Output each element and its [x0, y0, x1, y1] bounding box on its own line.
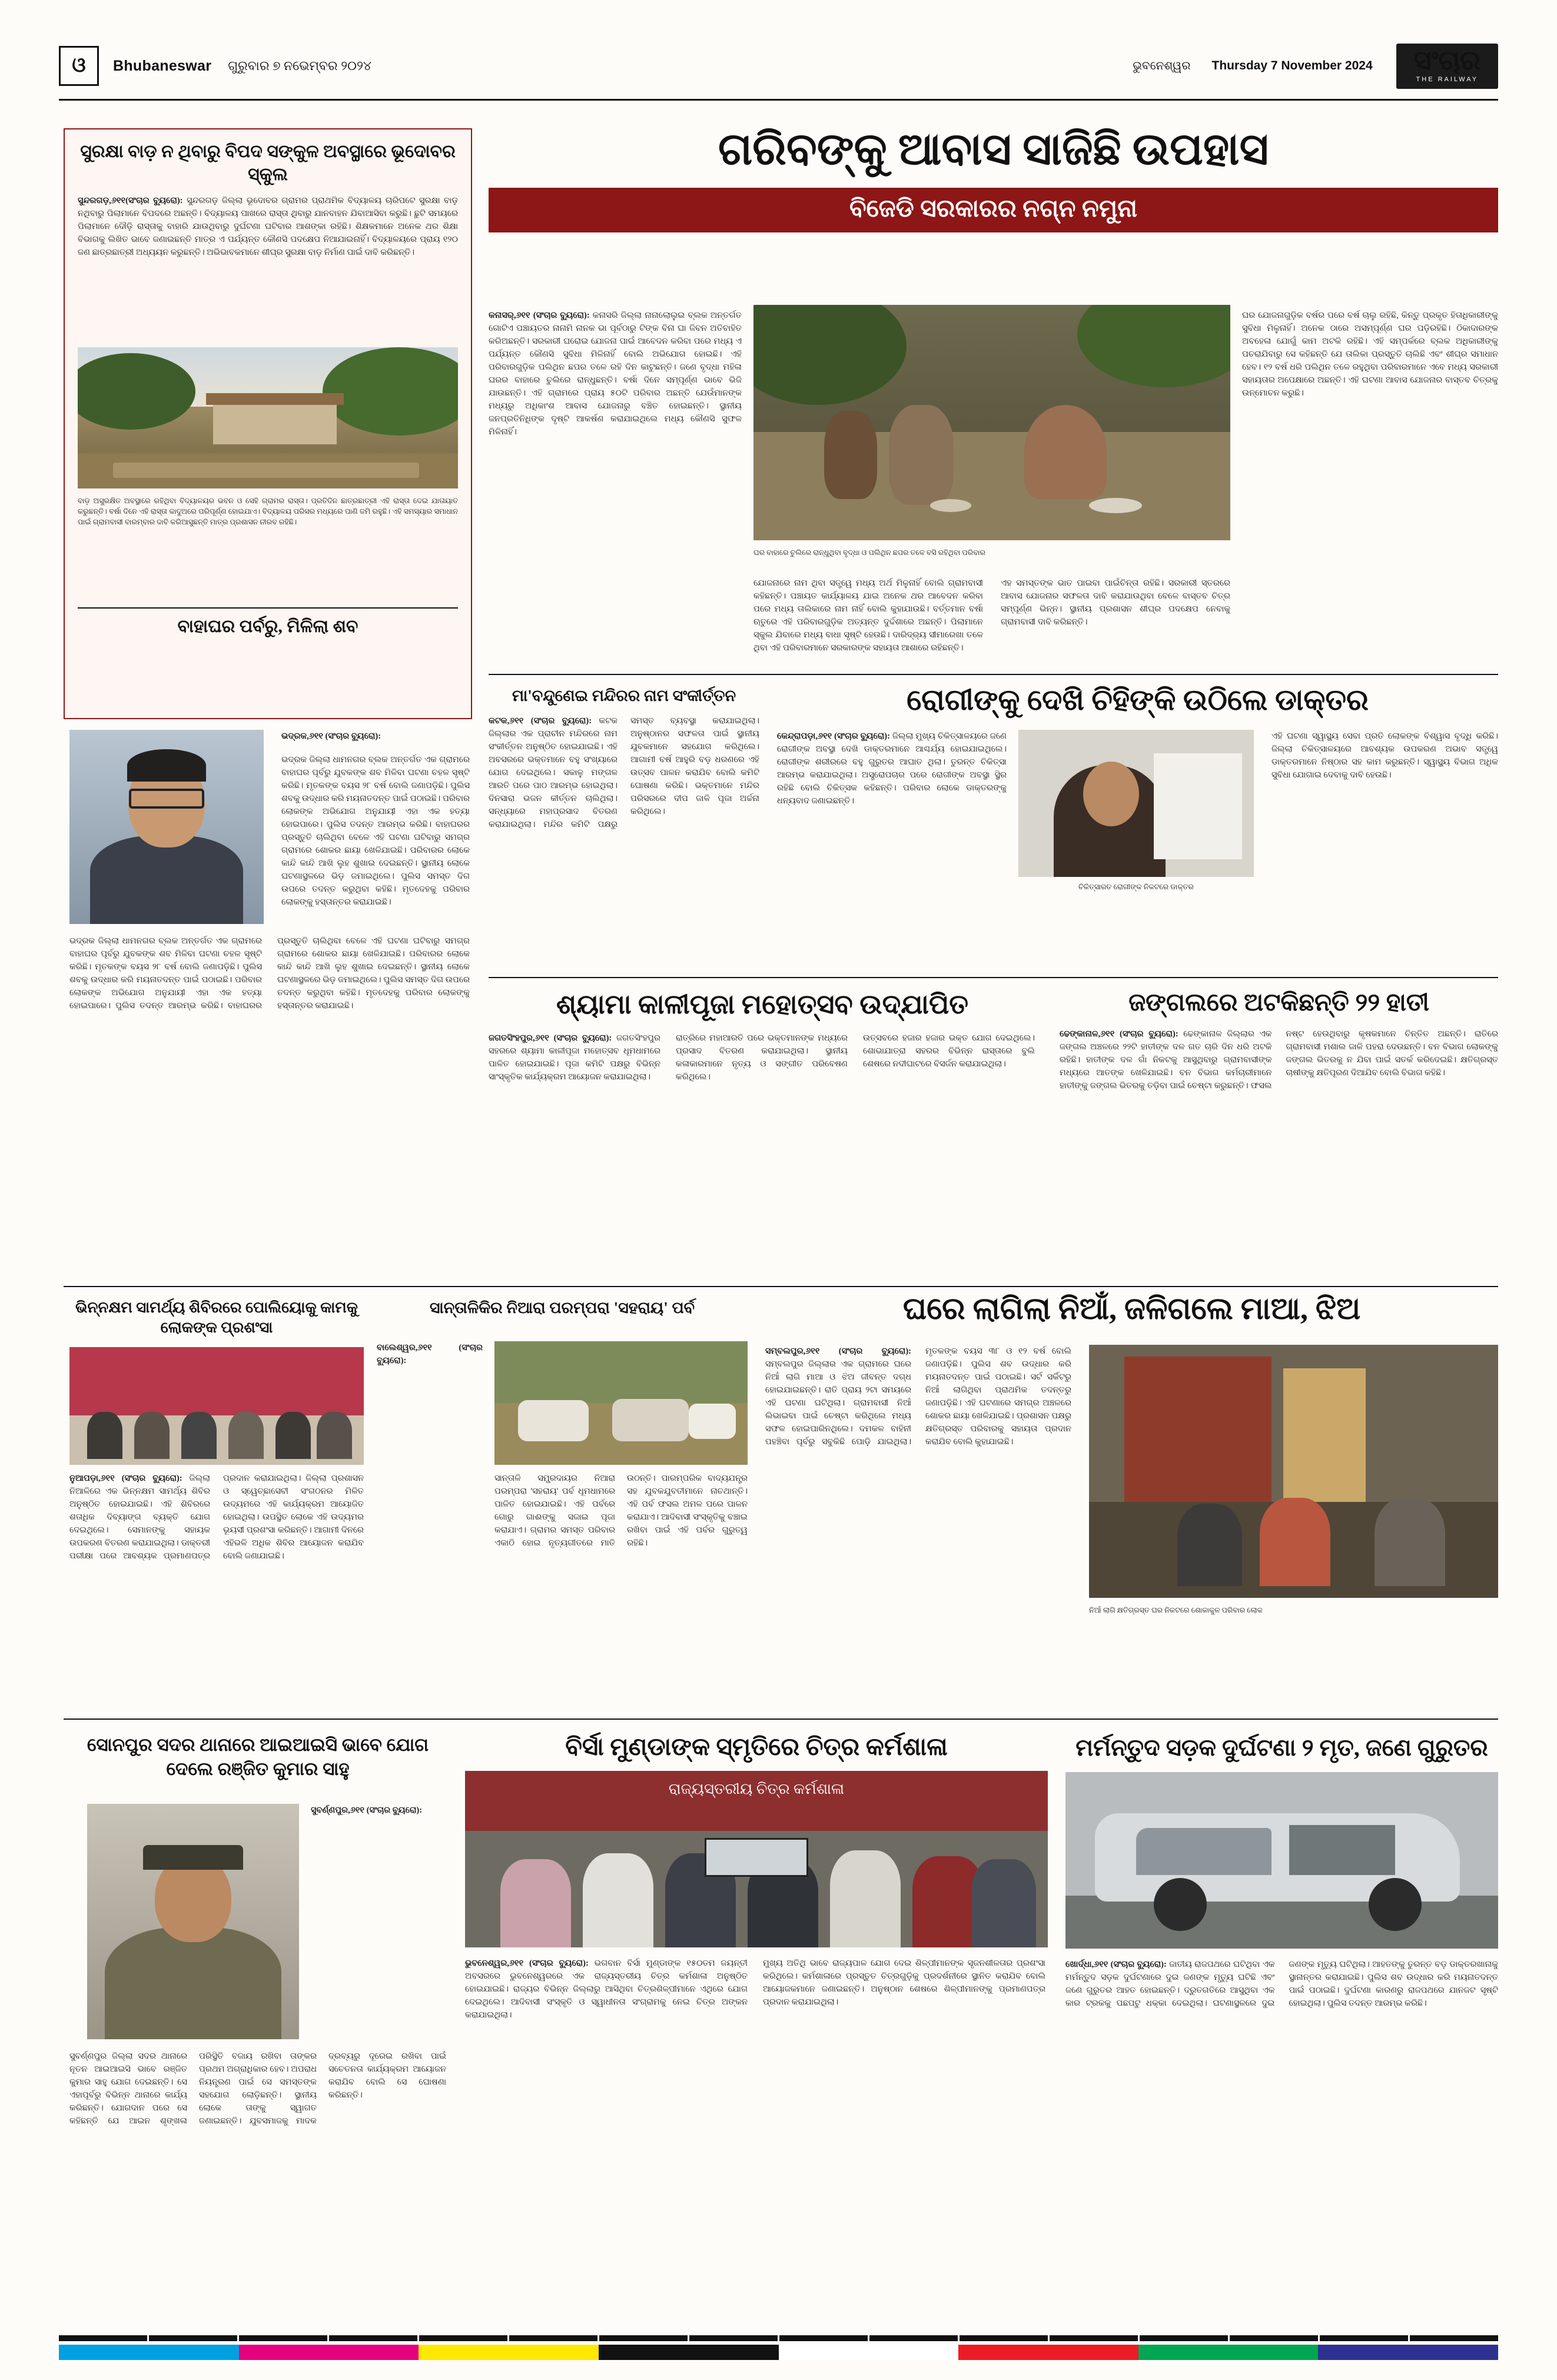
story-village — [377, 1298, 748, 1548]
story-puja-col1: ଜଗତସିଂହପୁର ସହରରେ ଶ୍ୟାମା କାଳୀପୂଜା ମହୋତ୍ସବ ଧୂମଧାମରେ ପାଳିତ ହୋଇଯାଇଛି। ପୂଜା କମିଟି ପକ୍ଷରୁ ବିଭିନ୍ନ ସାଂସ୍କୃତିକ କାର୍ଯ୍ୟକ୍ରମ ଆୟୋଜନ କରାଯାଇଥିଲା। — [489, 1033, 660, 1082]
story-accident-photo — [1065, 1772, 1498, 1949]
story-fire — [765, 1292, 1498, 1614]
story-elephant-text: ଢେଙ୍କାନାଳ ଜିଲ୍ଲାର ଏକ ଜଙ୍ଗଲ ଅଞ୍ଚଳରେ ୨୨ଟି ହାତୀଙ୍କ ଦଳ ଗତ ଚାରି ଦିନ ଧରି ଅଟକି ରହିଛି। ହାତୀଙ୍କ ଦଳ ଗାଁ ନିକଟକୁ ଆସୁଥିବାରୁ ଗ୍ରାମବାସୀଙ୍କ ମଧ୍ୟରେ ଆତଙ୍କ ଖେଳିଯାଇଛି। ବନ ବିଭାଗ କର୍ମଚାରୀମାନେ ହାତୀଙ୍କୁ ଜଙ୍ଗଲ ଭିତରକୁ ତଡ଼ିବା ପାଇଁ ଚେଷ୍ଟା କରୁଛନ୍ତି। ଫସଲ ନଷ୍ଟ ହେଉଥିବାରୁ କୃଷକମାନେ ଚିନ୍ତିତ ଅଛନ୍ତି। ରାତିରେ ଗ୍ରାମବାସୀ ମଶାଲ ଜାଳି ପହରା ଦେଉଛନ୍ତି। ବନ ବିଭାଗ ଲୋକଙ୍କୁ ଜଙ୍ଗଲ ଭିତରକୁ ନ ଯିବା ପାଇଁ ସତର୍କ କରିଦେଇଛି। କ୍ଷତିଗ୍ରସ୍ତ ଚାଷୀଙ୍କୁ କ୍ଷତିପୂରଣ ଦିଆଯିବ ବୋଲି ବିଭାଗ କହିଛି। — [1060, 1029, 1498, 1091]
story-police-portrait — [87, 1804, 299, 2039]
lead-col-1 — [489, 309, 742, 662]
rule-2 — [489, 977, 1498, 978]
story-camp-photo — [69, 1347, 364, 1465]
story-camp-dateline: ନୁଆପଡ଼ା,୬୧୧ (ସଂଚାର ବ୍ୟୁରୋ): — [69, 1473, 182, 1483]
story-elephant-headline: ଜଙ୍ଗଲରେ ଅଟକିଛନ୍ତି ୨୨ ହାତୀ — [1128, 989, 1429, 1016]
story-school-caption: ବାଡ଼ ଅସୁରକ୍ଷିତ ଅବସ୍ଥାରେ ରହିଥିବା ବିଦ୍ୟାଳୟର ଭବନ ଓ ସେହି ଗ୍ରାମର ରାସ୍ତା। ପ୍ରତିଦିନ ଛାତ୍ରଛାତ୍ରୀ ଏହି ରାସ୍ତା ଦେଇ ଯାତାୟାତ କରୁଛନ୍ତି। ବର୍ଷା ଦିନେ ଏହି ରାସ୍ତା କାଦୁଅରେ ପରିପୂର୍ଣ୍ଣ ହୋଇଯାଏ। ବିଦ୍ୟାଳୟ ପରିସର ମଧ୍ୟରେ ପାଣି ଜମି ରହୁଛି। ଏହି ସମସ୍ୟାର ସମାଧାନ ପାଇଁ ଗ୍ରାମବାସୀ ବାରମ୍ବାର ଦାବି କରିଆସୁଛନ୍ତି ମାତ୍ର ପ୍ରଶାସନ ନୀରବ ରହିଛି। — [78, 497, 458, 527]
lead-subhead-band: ବିଜେଡି ସରକାରର ନଗ୍ନ ନମୁନା — [489, 188, 1498, 232]
story-workshop-photo — [465, 1771, 1048, 1947]
story-school-headline: ସୁରକ୍ଷା ବାଡ଼ ନ ଥିବାରୁ ବିପଦ ସଙ୍କୁଳ ଅବସ୍ଥାରେ ଭୂଦୋବର ସ୍କୁଲ — [80, 142, 456, 184]
lead-story — [489, 125, 1498, 232]
story-fire-dateline: ସମ୍ବଲପୁର,୬୧୧ (ସଂଚାର ବ୍ୟୁରୋ): — [765, 1347, 911, 1356]
story-elephant-dateline: ଢେଙ୍କାନାଳ,୬୧୧ (ସଂଚାର ବ୍ୟୁରୋ): — [1060, 1029, 1178, 1039]
story-accident-headline: ମର୍ମନ୍ତୁଦ ସଡ଼କ ଦୁର୍ଘଟଣା ୨ ମୃତ, ଜଣେ ଗୁରୁତର — [1075, 1734, 1488, 1761]
rule-3 — [64, 1286, 1498, 1287]
story-puja-col3: ଉତ୍ସବରେ ହଜାର ହଜାର ଭକ୍ତ ଯୋଗ ଦେଇଥିଲେ। ଶୋଭାଯାତ୍ରା ସହରର ବିଭିନ୍ନ ରାସ୍ତାରେ ବୁଲି ଶେଷରେ ନଦୀଘାଟରେ ବିସର୍ଜନ କରାଯାଇଥିଲା। — [863, 1033, 1035, 1069]
story-puja-dateline: ଜଗତସିଂହପୁର,୬୧୧ (ସଂଚାର ବ୍ୟୁରୋ): — [489, 1033, 612, 1043]
story-village-headline: ସାନ୍ତାଳିକିର ନିଆରା ପରମ୍ପରା 'ସହରାୟ' ପର୍ବ — [429, 1299, 695, 1317]
story-accident — [1065, 1733, 1498, 2323]
lead-col-4: ଘର ଯୋଜନାଗୁଡ଼ିକ ବର୍ଷର ପରେ ବର୍ଷ ଚାଲୁ ରହିଛି, କିନ୍ତୁ ପ୍ରକୃତ ହିତାଧିକାରୀଙ୍କୁ ସୁବିଧା ମିଳୁନାହିଁ। ଅନେକ ଠାରେ ଅସମ୍ପୂର୍ଣ୍ଣ ଘର ପଡ଼ିରହିଛି। ଠିକାଦାରଙ୍କ ଅବହେଳା ଯୋଗୁଁ କାମ ଅଟକି ରହିଛି। ଏହି ସମ୍ପର୍କରେ ବ୍ଲକ ଅଧିକାରୀଙ୍କୁ ପଚରାଯିବାରୁ ସେ କହିଛନ୍ତି ଯେ ତାଲିକା ପ୍ରସ୍ତୁତି ଚାଲିଛି ଏବଂ ଶୀଘ୍ର ସମାଧାନ ହେବ। ୧୨ ବର୍ଷ ଧରି ପଲିଥିନ ତଳେ ରହୁଥିବା ପରିବାରମାନେ ଏବେ ମଧ୍ୟ ସରକାରୀ ସହାୟତାର ଅପେକ୍ଷାରେ ଅଛନ୍ତି। ଏହି ଘଟଣା ଆବାସ ଯୋଜନାର ବାସ୍ତବ ଚିତ୍ରକୁ ଉନ୍ମୋଚନ କରୁଛି। — [1242, 311, 1498, 398]
lead-dateline: କନାସର୍,୬୧୧ (ସଂଚାର ବ୍ୟୁରୋ): — [489, 311, 590, 320]
story-school-dateline: ସୁନ୍ଦରଗଡ଼,୬୧୧(ସଂଚାର ବ୍ୟୁରୋ): ସୁନ୍ଦରଗଡ଼ ଜିଲ୍ଲା ଭୂଦୋବର ଗ୍ରାମର ପ୍ରାଥମିକ ବିଦ୍ୟାଳୟ ଚାରିପଟେ ସୁରକ୍ଷା ବାଡ଼ ନଥିବାରୁ ପିଲାମାନେ ବିପଦରେ ଅଛନ୍ତି। ବିଦ୍ୟାଳୟ ପାଖରେ ରାସ୍ତା ଥିବାରୁ ଯାନବାହନ ଯିବାଆସିବା କରୁଛି। ଛୁଟି ସମୟରେ ପିଲାମାନେ ଦୌଡ଼ି ରାସ୍ତାକୁ ବାହାରି ଯାଉଥିବାରୁ ଦୁର୍ଘଟଣା ଘଟିବାର ଆଶଙ୍କା ରହିଛି। ଶିକ୍ଷକମାନେ ଅନେକ ଥର ଶିକ୍ଷା ବିଭାଗକୁ ଲିଖିତ ଭାବେ ଜଣାଇଛନ୍ତି ମାତ୍ର ଏ ପର୍ଯ୍ୟନ୍ତ କୌଣସି ପଦକ୍ଷେପ ନିଆଯାଇନାହିଁ। ବିଦ୍ୟାଳୟରେ ପ୍ରାୟ ୧୨୦ ଜଣ ଛାତ୍ରଛାତ୍ରୀ ଅଧ୍ୟୟନ କରୁଛନ୍ତି। ଅଭିଭାବକମାନେ ଶୀଘ୍ର ସୁରକ୍ଷା ବାଡ଼ ନିର୍ମାଣ ପାଇଁ ଦାବି କରିଛନ୍ତି। — [78, 196, 458, 258]
story-doctor-text2: ଏହି ଘଟଣା ସ୍ୱାସ୍ଥ୍ୟ ସେବା ପ୍ରତି ଲୋକଙ୍କ ବିଶ୍ୱାସ ବୃଦ୍ଧି କରିଛି। ଜିଲ୍ଲା ଚିକିତ୍ସାଳୟରେ ଆବଶ୍ୟକ ଉପକରଣ ଅଭାବ ସତ୍ତ୍ୱେ ଡାକ୍ତରମାନେ ନିଷ୍ଠାର ସହ କାମ କରୁଛନ୍ତି। ସ୍ୱାସ୍ଥ୍ୟ ବିଭାଗ ଅଧିକ ସୁବିଧା ଯୋଗାଇ ଦେବାକୁ ଦାବି ହେଉଛି। — [1272, 732, 1498, 780]
brand-name-english: THE RAILWAY — [1416, 75, 1479, 83]
story-accident-dateline: ଖୋର୍ଦ୍ଧା,୬୧୧ (ସଂଚାର ବ୍ୟୁରୋ): — [1065, 1960, 1167, 1969]
story-police — [69, 1733, 446, 2126]
story-workshop — [465, 1733, 1048, 2316]
brand-name-odia: ସଂଚାର — [1413, 45, 1480, 75]
story-obituary-portrait — [69, 730, 264, 924]
story-fire-photo-caption: ନିଆଁ ଲାଗି କ୍ଷତିଗ୍ରସ୍ତ ଘର ନିକଟରେ ଶୋକାକୁଳ ପରିବାର ଲୋକ — [1089, 1606, 1263, 1614]
rule-under-lead — [489, 674, 1498, 675]
lead-col-3: ଏହ ସମସ୍ତଙ୍କ ଭାତ ପାଇବା ପାଇଁଚିନ୍ତା ରହିଛି। ସରକାରୀ ସ୍ତରରେ ଆବାସ ଯୋଜନାର ସଫଳତା ଦାବି କରାଯାଉଥିବା ବେଳେ ବାସ୍ତବ ଚିତ୍ର ସମ୍ପୂର୍ଣ୍ଣ ଭିନ୍ନ। ସ୍ଥାନୀୟ ପ୍ରଶାସନ ଶୀଘ୍ର ପଦକ୍ଷେପ ନେବାକୁ ଗ୍ରାମବାସୀ ଦାବି କରିଛନ୍ତି। — [1001, 579, 1230, 627]
story-doctor-photo — [1018, 730, 1254, 877]
story-fire-headline: ଘରେ ଲାଗିଲା ନିଆଁ, ଜଳିଗଲେ ମାଆ, ଝିଅ — [902, 1292, 1361, 1326]
masthead-rule — [59, 99, 1498, 101]
story-workshop-col2: ମୁଖ୍ୟ ଅତିଥି ଭାବେ ରାଜ୍ୟପାଳ ଯୋଗ ଦେଇ ଶିଳ୍ପୀମାନଙ୍କ ସୃଜନଶୀଳତାର ପ୍ରଶଂସା କରିଥିଲେ। କର୍ମଶାଳାରେ ପ୍ରସ୍ତୁତ ଚିତ୍ରଗୁଡ଼ିକୁ ପ୍ରଦର୍ଶନୀରେ ସ୍ଥାନିତ କରାଯିବ ବୋଲି ଆୟୋଜକମାନେ ଜଣାଇଛନ୍ତି। ଅନୁଷ୍ଠାନ ଶେଷରେ ଶିଳ୍ପୀମାନଙ୍କୁ ପ୍ରମାଣପତ୍ର ପ୍ରଦାନ କରାଯାଇଥିଲା। — [763, 1959, 1045, 2007]
lead-col1-text: କନାସରି ଜିଲ୍ଲା ନାନାଲୋଲୁଇ ବ୍ଲକ ଅନ୍ତର୍ଗତ ଗୋଟିଏ ପଞ୍ଚାୟତର ନାନାମି ନାନକ ଭା ପୂର୍ବଠାରୁ ଟିଙ୍କ ବିନା ଘା ଜିବନ ଅତିବାହିତ କରିଅଛନ୍ତି। ସରକାରୀ ଘରୋଇ ଯୋଜନା ପାଇଁ ଆବେଦନ କରିବା ପରେ ମଧ୍ୟ ଏ ପର୍ଯ୍ୟନ୍ତ କୌଣସି ସୁବିଧା ମିଳିନାହିଁ ବୋଲି ଅଭିଯୋଗ ହୋଇଛି। ଏହି ପରିବାରଗୁଡ଼ିକ ପଲିଥିନ ଛପର ତଳେ ରହି ଦିନ କାଟୁଛନ୍ତି। ଜଣେ ବୃଦ୍ଧା ମହିଳା ଘରର ବାହାରେ ଚୁଲିରେ ରାନ୍ଧୁଛନ୍ତି। ବର୍ଷା ଦିନେ ସମ୍ପୂର୍ଣ୍ଣ ଭାବେ ଭିଜି ଯାଉଛନ୍ତି। ଏହି ଗ୍ରାମରେ ପ୍ରାୟ ୫୦ଟି ପରିବାର ଅଛନ୍ତି ଯେଉଁମାନଙ୍କ ମଧ୍ୟରୁ ଅଧିକାଂଶ ଆବାସ ଯୋଜନାରୁ ବଞ୍ଚିତ ହୋଇଛନ୍ତି। ସ୍ଥାନୀୟ ଜନପ୍ରତିନିଧିଙ୍କ ଦୃଷ୍ଟି ଆକର୍ଷଣ କରାଯାଇଥିଲେ ମଧ୍ୟ କୌଣସି ସୁଫଳ ମିଳିନାହିଁ। — [489, 311, 742, 437]
story-obituary-text-top: ଭଦ୍ରକ ଜିଲ୍ଲା ଧାମନଗର ବ୍ଲକ ଅନ୍ତର୍ଗତ ଏକ ଗ୍ରାମରେ ବାହାଘର ପୂର୍ବରୁ ଯୁବକଙ୍କ ଶବ ମିଳିବା ଘଟଣା ଚହଳ ସୃଷ୍ଟି କରିଛି। ମୃତକଙ୍କ ବୟସ ୨୮ ବର୍ଷ ବୋଲି ଜଣାପଡ଼ିଛି। ପୁଲିସ ଶବକୁ ଉଦ୍ଧାର କରି ମୟନାତଦନ୍ତ ପାଇଁ ପଠାଇଛି। ପରିବାର ଲୋକଙ୍କ ଅଭିଯୋଗ ଅନୁଯାୟୀ ଏହା ଏକ ହତ୍ୟା ହୋଇପାରେ। ପୁଲିସ ତଦନ୍ତ ଆରମ୍ଭ କରିଛି। ବାହାଘରର ପ୍ରସ୍ତୁତି ଚାଲିଥିବା ବେଳେ ଏହି ଘଟଣା ଘଟିବାରୁ ସମଗ୍ର ଗ୍ରାମରେ ଶୋକର ଛାୟା ଖେଳିଯାଇଛି। ପରିବାରର ଲୋକେ କାନ୍ଦି କାନ୍ଦି ଆଖି ଲୁହ ଶୁଖାଇ ଦେଇଛନ୍ତି। ସ୍ଥାନୀୟ ଲୋକେ ଘଟଣାସ୍ଥଳରେ ଭିଡ଼ ଜମାଇଥିଲେ। ପୁଲିସ ସମସ୍ତ ଦିଗ ଉପରେ ତଦନ୍ତ କରୁଥିବା କହିଛି। ମୃତଦେହକୁ ପରିବାର ଲୋକଙ୍କୁ ହସ୍ତାନ୍ତର କରାଯାଇଛି। — [281, 755, 470, 908]
story-doctor-photo-caption: ଚିକିତ୍ସାରତ ରୋଗୀଙ୍କ ନିକଟରେ ଡାକ୍ତର — [1078, 883, 1194, 891]
edition-city-odia: ଭୁବନେଶ୍ୱର — [1133, 59, 1191, 72]
story-obituary-headline: ବାହାଘର ପର୍ବରୁ, ମିଳିଲା ଶବ — [177, 617, 358, 636]
lead-photo-caption: ଘର ବାହାରେ ଚୁଲିରେ ରାନ୍ଧୁଥିବା ବୃଦ୍ଧା ଓ ପଲିଥିନ ଛପର ତଳେ ବସି ରହିଥିବା ପରିବାର — [753, 549, 986, 557]
workshop-banner-text: ରାଜ୍ୟସ୍ତରୀୟ ଚିତ୍ର କର୍ମଶାଳା — [668, 1780, 845, 1797]
story-temple-dateline: କଟକ,୬୧୧ (ସଂଚାର ବ୍ୟୁରୋ): — [489, 716, 592, 726]
story-puja — [489, 989, 1036, 1285]
lead-headline: ଗରିବଙ୍କୁ ଆବାସ ସାଜିଛି ଉପହାସ — [718, 125, 1269, 174]
story-village-dateline: ବାଲେଶ୍ୱର,୬୧୧ (ସଂଚାର ବ୍ୟୁରୋ): — [377, 1343, 483, 1366]
story-school-box — [64, 128, 472, 719]
story-temple — [489, 686, 759, 985]
story-school-photo — [78, 347, 458, 488]
story-village-text: ସାନ୍ତାଳି ସମ୍ପ୍ରଦାୟର ନିଆରା ପରମ୍ପରା 'ସହରାୟ' ପର୍ବ ଧୂମଧାମରେ ପାଳିତ ହୋଇଯାଇଛି। ଏହି ପର୍ବରେ ଗୋରୁ ଗାଈଙ୍କୁ ସଜାଇ ପୂଜା କରାଯାଏ। ଗ୍ରାମର ସମସ୍ତ ପରିବାର ଏକାଠି ହୋଇ ନୃତ୍ୟଗୀତରେ ମାତି ଉଠନ୍ତି। ପାରମ୍ପରିକ ବାଦ୍ୟଯନ୍ତ୍ର ସହ ଯୁବକଯୁବତୀମାନେ ନାଚଥାନ୍ତି। ଏହି ପର୍ବ ଫସଲ ଅମଳ ପରେ ପାଳନ କରାଯାଏ। ଆଦିବାସୀ ସଂସ୍କୃତିକୁ ବଞ୍ଚାଇ ରଖିବା ପାଇଁ ଏହି ପର୍ବର ଗୁରୁତ୍ୱ ରହିଛି। — [494, 1474, 748, 1548]
story-doctor-headline: ରୋଗୀଙ୍କୁ ଦେଖି ଚିହିଙ୍କି ଉଠିଲେ ଡାକ୍ତର — [907, 683, 1369, 716]
print-color-bar — [59, 2345, 1498, 2360]
story-elephant — [1060, 989, 1498, 1281]
lead-col-2: ଯୋଜନାରେ ନାମ ଥିବା ସତ୍ତ୍ୱେ ମଧ୍ୟ ଅର୍ଥ ମିଳୁନାହିଁ ବୋଲି ଗ୍ରାମବାସୀ କହିଛନ୍ତି। ପଞ୍ଚାୟତ କାର୍ଯ୍ୟାଳୟ ଯାଇ ଅନେକ ଥର ଆବେଦନ କରିବା ପରେ ମଧ୍ୟ ତାଲିକାରେ ନାମ ନାହିଁ ବୋଲି କୁହାଯାଉଛି। ବର୍ତ୍ତମାନ ବର୍ଷା ଋତୁରେ ଏହି ପରିବାରଗୁଡ଼ିକ ଅତ୍ୟନ୍ତ ଦୁର୍ଦ୍ଦଶାରେ ଅଛନ୍ତି। ପିଲାମାନେ ସ୍କୁଲ ଯିବାରେ ମଧ୍ୟ ବାଧା ସୃଷ୍ଟି ହେଉଛି। ଦାରିଦ୍ର୍ୟ ସୀମାରେଖା ତଳେ ଥିବା ଏହି ପରିବାରମାନେ ସରକାରଙ୍କ ସହାୟତା ଆଶାରେ ରହିଛନ୍ତି। — [753, 579, 983, 653]
registration-marks — [59, 2335, 1498, 2341]
story-obituary-text: ଭଦ୍ରକ ଜିଲ୍ଲା ଧାମନଗର ବ୍ଲକ ଅନ୍ତର୍ଗତ ଏକ ଗ୍ରାମରେ ବାହାଘର ପୂର୍ବରୁ ଯୁବକଙ୍କ ଶବ ମିଳିବା ଘଟଣା ଚହଳ ସୃଷ୍ଟି କରିଛି। ମୃତକଙ୍କ ବୟସ ୨୮ ବର୍ଷ ବୋଲି ଜଣାପଡ଼ିଛି। ପୁଲିସ ଶବକୁ ଉଦ୍ଧାର କରି ମୟନାତଦନ୍ତ ପାଇଁ ପଠାଇଛି। ପରିବାର ଲୋକଙ୍କ ଅଭିଯୋଗ ଅନୁଯାୟୀ ଏହା ଏକ ହତ୍ୟା ହୋଇପାରେ। ପୁଲିସ ତଦନ୍ତ ଆରମ୍ଭ କରିଛି। ବାହାଘରର ପ୍ରସ୍ତୁତି ଚାଲିଥିବା ବେଳେ ଏହି ଘଟଣା ଘଟିବାରୁ ସମଗ୍ର ଗ୍ରାମରେ ଶୋକର ଛାୟା ଖେଳିଯାଇଛି। ପରିବାରର ଲୋକେ କାନ୍ଦି କାନ୍ଦି ଆଖି ଲୁହ ଶୁଖାଇ ଦେଇଛନ୍ତି। ସ୍ଥାନୀୟ ଲୋକେ ଘଟଣାସ୍ଥଳରେ ଭିଡ଼ ଜମାଇଥିଲେ। ପୁଲିସ ସମସ୍ତ ଦିଗ ଉପରେ ତଦନ୍ତ କରୁଥିବା କହିଛି। ମୃତଦେହକୁ ପରିବାର ଲୋକଙ୍କୁ ହସ୍ତାନ୍ତର କରାଯାଇଛି। — [69, 936, 470, 1011]
story-puja-headline: ଶ୍ୟାମା କାଳୀପୂଜା ମହୋତ୍ସବ ଉଦ୍‌ଯାପିତ — [556, 989, 969, 1019]
story-camp-text: ଜିଲ୍ଲା ନିଆଳିରେ ଏକ ଭିନ୍ନକ୍ଷମ ସାମର୍ଥ୍ୟ ଶିବିର ଅନୁଷ୍ଠିତ ହୋଇଯାଇଛି। ଏହି ଶିବିରରେ ଶତାଧିକ ଦିବ୍ୟାଙ୍ଗ ବ୍ୟକ୍ତି ଯୋଗ ଦେଇଥିଲେ। ସେମାନଙ୍କୁ ସହାୟକ ଉପକରଣ ବିତରଣ କରାଯାଇଥିଲା। ଡାକ୍ତରୀ ପରୀକ୍ଷା ପରେ ଆବଶ୍ୟକ ପ୍ରମାଣପତ୍ର ପ୍ରଦାନ କରାଯାଇଥିଲା। ଜିଲ୍ଲା ପ୍ରଶାସନ ଓ ସ୍ୱେଚ୍ଛାସେବୀ ସଂଗଠନର ମିଳିତ ଉଦ୍ୟମରେ ଏହି କାର୍ଯ୍ୟକ୍ରମ ଆୟୋଜିତ ହୋଇଥିଲା। ଉପସ୍ଥିତ ଲୋକେ ଏହି ଉଦ୍ୟମର ଭୂୟସୀ ପ୍ରଶଂସା କରିଛନ୍ତି। ଆଗାମୀ ଦିନରେ ଏହିଭଳି ଅଧିକ ଶିବିର ଆୟୋଜନ କରାଯିବ ବୋଲି ଜଣାଯାଇଛି। — [69, 1473, 364, 1561]
story-police-headline: ସୋନପୁର ସଦର ଥାନାରେ ଆଇଆଇସି ଭାବେ ଯୋଗ ଦେଲେ ରଞ୍ଜିତ କୁମାର ସାହୁ — [87, 1734, 429, 1779]
story-workshop-col1: ଭଗବାନ ବିର୍ସା ମୁଣ୍ଡାଙ୍କ ୧୫୦ତମ ଜୟନ୍ତୀ ଅବସରରେ ଭୁବନେଶ୍ୱରରେ ଏକ ରାଜ୍ୟସ୍ତରୀୟ ଚିତ୍ର କର୍ମଶାଳା ଅନୁଷ୍ଠିତ ହୋଇଯାଇଛି। ରାଜ୍ୟର ବିଭିନ୍ନ ଜିଲ୍ଲାରୁ ଆସିଥିବା ଚିତ୍ରଶିଳ୍ପୀମାନେ ଏଥିରେ ଯୋଗ ଦେଇଥିଲେ। ଆଦିବାସୀ ସଂସ୍କୃତି ଓ ସ୍ୱାଧୀନତା ସଂଗ୍ରାମକୁ ନେଇ ଚିତ୍ର ଅଙ୍କନ କରାଯାଇଥିଲା। — [465, 1959, 748, 2020]
story-doctor — [777, 683, 1498, 891]
story-workshop-headline: ବିର୍ସା ମୁଣ୍ଡାଙ୍କ ସ୍ମୃତିରେ ଚିତ୍ର କର୍ମଶାଳା — [565, 1734, 948, 1761]
edition-city: Bhubaneswar — [113, 57, 212, 74]
story-camp-headline: ଭିନ୍ନକ୍ଷମ ସାମର୍ଥ୍ୟ ଶିବିରରେ ପୋଲିୟୋକୁ କାମକୁ ଲୋକଙ୍କ ପ୍ରଶଂସା — [75, 1299, 358, 1336]
story-police-text: ସୁବର୍ଣ୍ଣପୁର ଜିଲ୍ଲା ସଦର ଥାନାରେ ନୂତନ ଆଇଆଇସି ଭାବେ ରଞ୍ଜିତ କୁମାର ସାହୁ ଯୋଗ ଦେଇଛନ୍ତି। ସେ ଏହାପୂର୍ବରୁ ବିଭିନ୍ନ ଥାନାରେ କାର୍ଯ୍ୟ କରିଛନ୍ତି। ଯୋଗଦାନ ପରେ ସେ କହିଛନ୍ତି ଯେ ଆଇନ ଶୃଙ୍ଖଳା ପରିସ୍ଥିତି ବଜାୟ ରଖିବା ତାଙ୍କର ପ୍ରଥମ ଅଗ୍ରାଧିକାର ହେବ। ଅପରାଧ ନିୟନ୍ତ୍ରଣ ପାଇଁ ସେ ସମସ୍ତଙ୍କ ସହଯୋଗ ଲୋଡ଼ିଛନ୍ତି। ସ୍ଥାନୀୟ ଲୋକେ ତାଙ୍କୁ ସ୍ୱାଗତ ଜଣାଇଛନ୍ତି। ଯୁବସମାଜକୁ ମାଦକ ଦ୍ରବ୍ୟରୁ ଦୂରେଇ ରଖିବା ପାଇଁ ସଚେତନତା କାର୍ଯ୍ୟକ୍ରମ ଆୟୋଜନ କରାଯିବ ବୋଲି ସେ ଘୋଷଣା କରିଛନ୍ତି। — [69, 2052, 446, 2126]
story-doctor-dateline: କେନ୍ଦ୍ରାପଡ଼ା,୬୧୧ (ସଂଚାର ବ୍ୟୁରୋ): — [777, 732, 890, 741]
story-fire-text: ସମ୍ବଲପୁର ଜିଲ୍ଲାର ଏକ ଗ୍ରାମରେ ଘରେ ନିଆଁ ଲାଗି ମାଆ ଓ ଝିଅ ଜୀବନ୍ତ ଦଗ୍ଧ ହୋଇଯାଇଛନ୍ତି। ରାତି ପ୍ରାୟ ୨ଟା ସମୟରେ ଏହି ଘଟଣା ଘଟିଥିଲା। ଗ୍ରାମବାସୀ ନିଆଁ ଲିଭାଇବା ପାଇଁ ଚେଷ୍ଟା କରିଥିଲେ ମଧ୍ୟ ସଫଳ ହୋଇପାରିନଥିଲେ। ଦମକଳ ବାହିନୀ ପହଞ୍ଚିବା ପୂର୍ବରୁ ସବୁକିଛି ପୋଡ଼ି ଯାଇଥିଲା। ମୃତକଙ୍କ ବୟସ ୩୮ ଓ ୧୨ ବର୍ଷ ବୋଲି ଜଣାପଡ଼ିଛି। ପୁଲିସ ଶବ ଉଦ୍ଧାର କରି ମୟନାତଦନ୍ତ ପାଇଁ ପଠାଇଛି। ସର୍ଟ ସର୍କିଟରୁ ନିଆଁ ଲାଗିଥିବା ପ୍ରାଥମିକ ତଦନ୍ତରୁ ଜଣାପଡ଼ିଛି। ଏହି ଘଟଣାରେ ସମଗ୍ର ଅଞ୍ଚଳରେ ଶୋକର ଛାୟା ଖେଳିଯାଇଛି। ପ୍ରଶାସନ ପକ୍ଷରୁ କ୍ଷତିଗ୍ରସ୍ତ ପରିବାରକୁ ସହାୟତା ପ୍ରଦାନ କରାଯିବ ବୋଲି କୁହାଯାଇଛି। — [765, 1347, 1071, 1447]
story-fire-photo — [1089, 1345, 1498, 1598]
story-puja-col2: ରାତ୍ରିରେ ମହାଆରତି ପରେ ଭକ୍ତମାନଙ୍କ ମଧ୍ୟରେ ପ୍ରସାଦ ବିତରଣ କରାଯାଇଥିଲା। ସ୍ଥାନୀୟ କଳାକାରମାନେ ନୃତ୍ୟ ଓ ସଙ୍ଗୀତ ପରିବେଷଣ କରିଥିଲେ। — [676, 1033, 848, 1082]
rule-4 — [64, 1718, 1498, 1720]
edition-date-english: Thursday 7 November 2024 — [1211, 59, 1373, 72]
masthead — [59, 42, 1498, 89]
lead-photo — [753, 305, 1230, 540]
publication-logo: ଓ — [59, 46, 99, 86]
brand-logo — [1396, 44, 1498, 89]
story-police-dateline: ସୁବର୍ଣ୍ଣପୁର,୬୧୧ (ସଂଚାର ବ୍ୟୁରୋ): — [311, 1806, 423, 1815]
story-temple-headline: ମା'ବନ୍ଦୁଣେଇ ମନ୍ଦିରର ନାମ ସଂକୀର୍ତ୍ତନ — [512, 687, 736, 704]
story-camp — [69, 1298, 364, 1790]
story-village-photo — [494, 1341, 748, 1465]
edition-date-odia: ଗୁରୁବାର ୭ ନଭେମ୍ବର ୨୦୨୪ — [228, 58, 372, 73]
story-temple-text: କଟକ ଜିଲ୍ଲାର ଏକ ପ୍ରାଚୀନ ମନ୍ଦିରରେ ନାମ ସଂକୀର୍ତ୍ତନ ଅନୁଷ୍ଠିତ ହୋଇଯାଇଛି। ଏହି ଅବସରରେ ଭକ୍ତମାନେ ବହୁ ସଂଖ୍ୟାରେ ଯୋଗ ଦେଇଥିଲେ। ସକାଳୁ ମଙ୍ଗଳ ଆରତି ପରେ ପାଠ ଆରମ୍ଭ ହୋଇଥିଲା। ଦିନସାରା ଭଜନ କୀର୍ତ୍ତନ ଚାଲିଥିଲା। ସନ୍ଧ୍ୟାରେ ମହାପ୍ରସାଦ ବିତରଣ କରାଯାଇଥିଲା। ମନ୍ଦିର କମିଟି ପକ୍ଷରୁ ସମସ୍ତ ବ୍ୟବସ୍ଥା କରାଯାଇଥିଲା। ଅନୁଷ୍ଠାନର ସଫଳତା ପାଇଁ ସ୍ଥାନୀୟ ଯୁବକମାନେ ସହଯୋଗ କରିଥିଲେ। ଆଗାମୀ ବର୍ଷ ଆହୁରି ବଡ଼ ଧରଣରେ ଏହି ଉତ୍ସବ ପାଳନ କରାଯିବ ବୋଲି କମିଟି ଘୋଷଣା କରିଛି। ଭକ୍ତମାନେ ମନ୍ଦିର ପରିସରରେ ଦୀପ ଜାଳି ପୂଜା ଅର୍ଚ୍ଚନା କରିଥିଲେ। — [489, 716, 759, 830]
story-doctor-text1: ଜିଲ୍ଲା ମୁଖ୍ୟ ଚିକିତ୍ସାଳୟରେ ଜଣେ ରୋଗୀଙ୍କ ଅବସ୍ଥା ଦେଖି ଡାକ୍ତରମାନେ ଆଶ୍ଚର୍ଯ୍ୟ ହୋଇଯାଇଥିଲେ। ରୋଗୀଙ୍କ ଶରୀରରେ ବହୁ ଗୁରୁତର ଆଘାତ ଥିଲା। ତୁରନ୍ତ ଚିକିତ୍ସା ଆରମ୍ଭ କରାଯାଇଥିଲା। ଅସ୍ତ୍ରୋପଚାର ପରେ ରୋଗୀଙ୍କ ଅବସ୍ଥା ସ୍ଥିର ରହିଛି ବୋଲି ଚିକିତ୍ସକ କହିଛନ୍ତି। ପରିବାର ଲୋକେ ଡାକ୍ତରଙ୍କୁ ଧନ୍ୟବାଦ ଜଣାଇଛନ୍ତି। — [777, 732, 1007, 806]
story-obituary-dateline: ଭଦ୍ରକ,୬୧୧ (ସଂଚାର ବ୍ୟୁରୋ): — [281, 732, 381, 741]
story-accident-text: ଜାତୀୟ ରାଜପଥରେ ଘଟିଥିବା ଏକ ମର୍ମନ୍ତୁଦ ସଡ଼କ ଦୁର୍ଘଟଣାରେ ଦୁଇ ଜଣଙ୍କ ମୃତ୍ୟୁ ଘଟିଛି ଏବଂ ଜଣେ ଗୁରୁତର ଆହତ ହୋଇଛନ୍ତି। ଦ୍ରୁତଗତିରେ ଆସୁଥିବା ଏକ କାର ଟ୍ରକକୁ ପଛପଟୁ ଧକ୍କା ଦେଇଥିଲା। ଘଟଣାସ୍ଥଳରେ ଦୁଇ ଜଣଙ୍କ ମୃତ୍ୟୁ ଘଟିଥିଲା। ଆହତଙ୍କୁ ତୁରନ୍ତ ବଡ଼ ଡାକ୍ତରଖାନାକୁ ସ୍ଥାନାନ୍ତର କରାଯାଇଛି। ପୁଲିସ ଶବ ଉଦ୍ଧାର କରି ମୟନାତଦନ୍ତ ପାଇଁ ପଠାଇଛି। ଦୁର୍ଘଟଣା କାରଣରୁ ରାଜପଥରେ ଯାନଜଟ ସୃଷ୍ଟି ହୋଇଥିଲା। ପୁଲିସ ତଦନ୍ତ ଆରମ୍ଭ କରିଛି। — [1065, 1960, 1498, 2009]
story-workshop-dateline: ଭୁବନେଶ୍ୱର,୬୧୧ (ସଂଚାର ବ୍ୟୁରୋ): — [465, 1959, 589, 1968]
